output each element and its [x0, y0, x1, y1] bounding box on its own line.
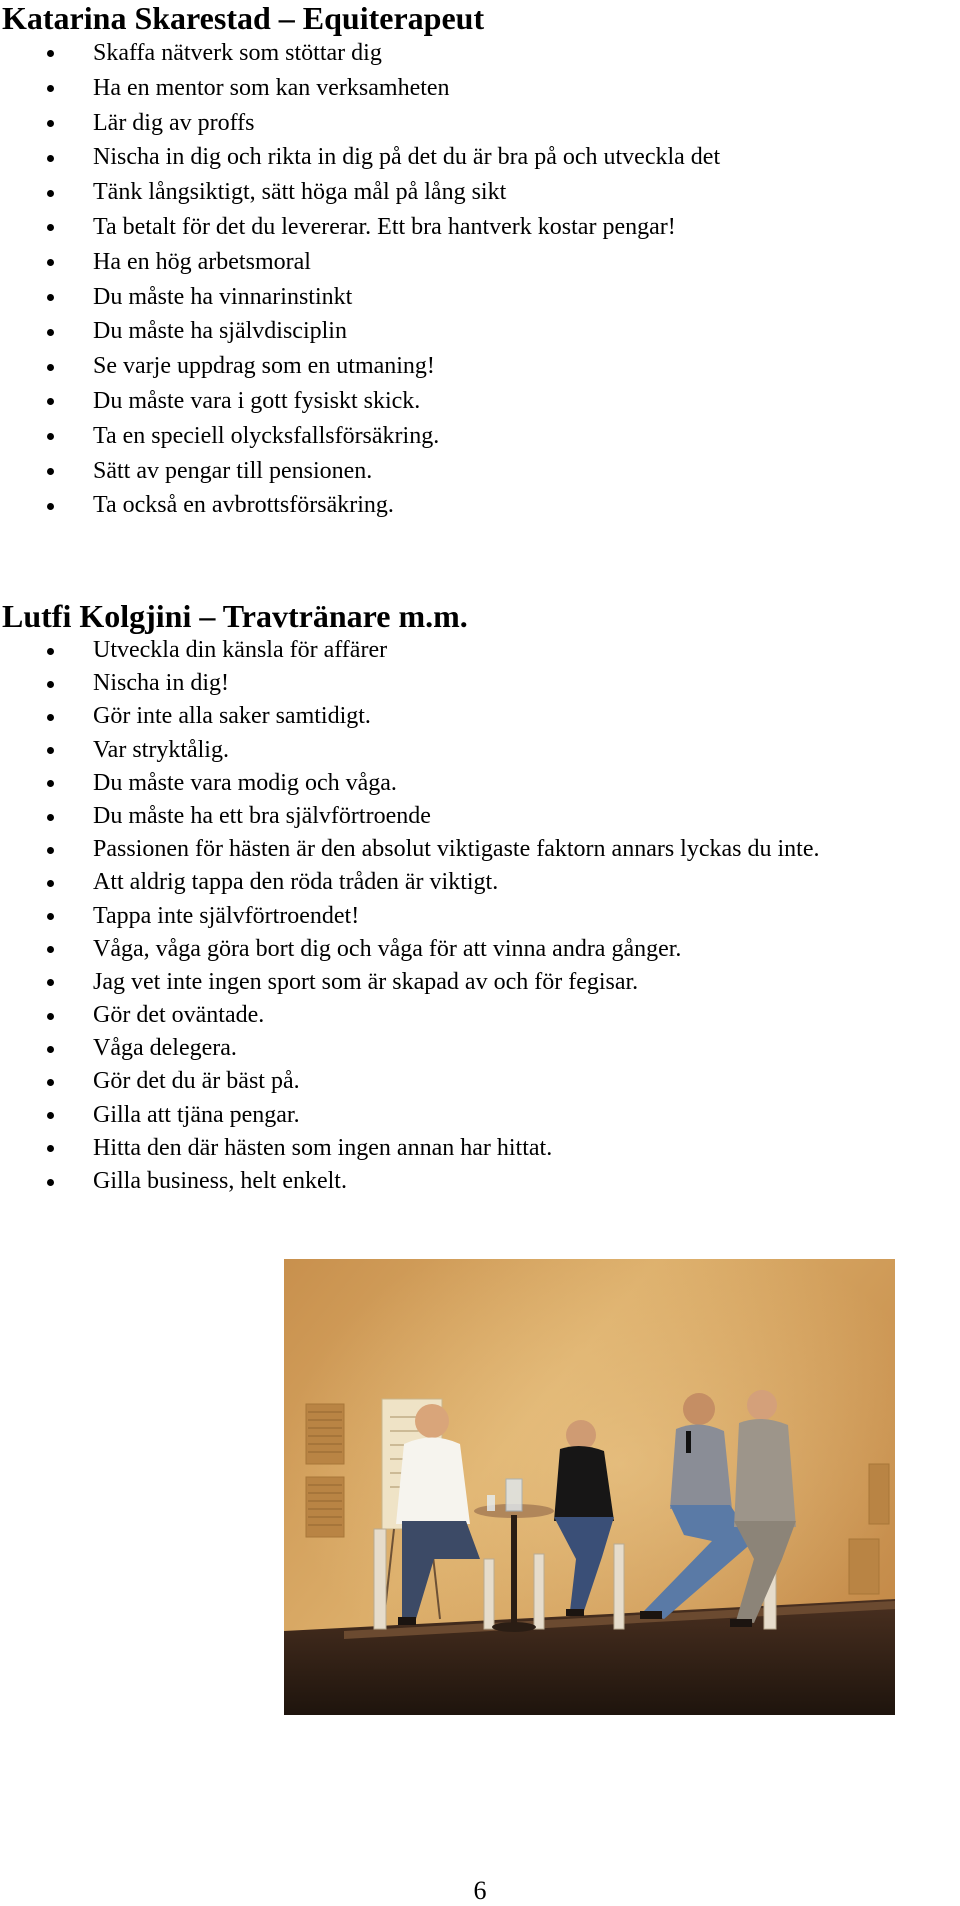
bullet-icon: [47, 398, 54, 405]
list-item-text: Nischa in dig!: [93, 670, 229, 697]
list-item-text: Skaffa nätverk som stöttar dig: [93, 40, 382, 66]
list-item: [0, 454, 960, 489]
list-item-text: Ha en hög arbetsmoral: [93, 248, 311, 275]
bullet-icon: [47, 1013, 54, 1020]
section-lutfi-kolgjini: [0, 598, 960, 1198]
section-heading: Lutfi Kolgjini – Travtränare m.m.: [2, 598, 468, 634]
list-item: [0, 488, 960, 523]
list-item: [0, 1032, 960, 1065]
list-item-text: Att aldrig tappa den röda tråden är viktigt.: [93, 869, 499, 896]
panel-discussion-photo: [284, 1259, 895, 1715]
advice-list: [0, 36, 960, 523]
bullet-icon: [47, 681, 54, 688]
list-item: [0, 245, 960, 280]
list-item-text: Var stryktålig.: [93, 736, 229, 763]
list-item: [0, 966, 960, 999]
bullet-icon: [47, 1079, 54, 1086]
list-item-text: Ta betalt för det du levererar. Ett bra hantverk kostar pengar!: [93, 213, 676, 240]
list-item: [0, 36, 960, 71]
list-item-text: Se varje uppdrag som en utmaning!: [93, 353, 435, 380]
list-item-text: Du måste vara modig och våga.: [93, 769, 397, 796]
bullet-icon: [47, 714, 54, 721]
list-item-text: Jag vet inte ingen sport som är skapad av och för fegisar.: [93, 968, 639, 995]
list-item-text: Utveckla din känsla för affärer: [93, 637, 388, 663]
bullet-icon: [47, 747, 54, 754]
bullet-icon: [47, 120, 54, 127]
list-item-text: Sätt av pengar till pensionen.: [93, 457, 373, 484]
section-katarina-skarestad: [0, 0, 960, 523]
list-item: [0, 175, 960, 210]
page-number: 6: [473, 1876, 487, 1905]
bullet-icon: [47, 329, 54, 336]
bullet-icon: [47, 780, 54, 787]
bullet-icon: [47, 979, 54, 986]
list-item-text: Ta en speciell olycksfallsförsäkring.: [93, 422, 440, 449]
list-item: [0, 933, 960, 966]
list-item: [0, 900, 960, 933]
bullet-icon: [47, 1145, 54, 1152]
list-item-text: Nischa in dig och rikta in dig på det du är bra på och utveckla det: [93, 144, 721, 171]
section-heading: Katarina Skarestad – Equiterapeut: [2, 0, 485, 36]
list-item: [0, 314, 960, 349]
bullet-icon: [47, 847, 54, 854]
list-item-text: Gilla att tjäna pengar.: [93, 1101, 300, 1128]
list-item: [0, 140, 960, 175]
bullet-icon: [47, 433, 54, 440]
advice-list: [0, 634, 960, 1198]
list-item: [0, 280, 960, 315]
bullet-icon: [47, 1046, 54, 1053]
list-item-text: Lär dig av proffs: [93, 109, 255, 136]
list-item: [0, 349, 960, 384]
list-item: [0, 634, 960, 667]
bullet-icon: [47, 503, 54, 510]
bullet-icon: [47, 814, 54, 821]
list-item: [0, 767, 960, 800]
list-item-text: Du måste ha vinnarinstinkt: [93, 283, 353, 310]
list-item-text: Gör det du är bäst på.: [93, 1068, 300, 1095]
list-item-text: Tänk långsiktigt, sätt höga mål på lång sikt: [93, 179, 507, 206]
list-item: [0, 999, 960, 1032]
bullet-icon: [47, 364, 54, 371]
bullet-icon: [47, 468, 54, 475]
bullet-icon: [47, 913, 54, 920]
bullet-icon: [47, 946, 54, 953]
list-item: [0, 210, 960, 245]
list-item: [0, 1165, 960, 1198]
bullet-icon: [47, 224, 54, 231]
bullet-icon: [47, 155, 54, 162]
list-item: [0, 1065, 960, 1098]
bullet-icon: [47, 1112, 54, 1119]
list-item-text: Du måste ha ett bra självförtroende: [93, 802, 431, 829]
list-item-text: Du måste vara i gott fysiskt skick.: [93, 387, 421, 414]
list-item: [0, 1132, 960, 1165]
bullet-icon: [47, 294, 54, 301]
bullet-icon: [47, 880, 54, 887]
list-item-text: Våga, våga göra bort dig och våga för att vinna andra gånger.: [93, 935, 682, 962]
list-item: [0, 734, 960, 767]
list-item: [0, 833, 960, 866]
list-item-text: Gilla business, helt enkelt.: [93, 1168, 347, 1194]
list-item: [0, 667, 960, 700]
bullet-icon: [47, 259, 54, 266]
list-item: [0, 106, 960, 141]
list-item: [0, 419, 960, 454]
list-item-text: Hitta den där hästen som ingen annan har hittat.: [93, 1134, 553, 1161]
list-item-text: Tappa inte självförtroendet!: [93, 902, 360, 929]
list-item: [0, 1099, 960, 1132]
list-item-text: Passionen för hästen är den absolut viktigaste faktorn annars lyckas du inte.: [93, 836, 820, 863]
list-item-text: Gör inte alla saker samtidigt.: [93, 703, 371, 730]
list-item: [0, 700, 960, 733]
bullet-icon: [47, 1179, 54, 1186]
list-item-text: Ha en mentor som kan verksamheten: [93, 74, 450, 101]
list-item-text: Våga delegera.: [93, 1035, 237, 1062]
list-item-text: Ta också en avbrottsförsäkring.: [93, 492, 394, 519]
list-item: [0, 866, 960, 899]
list-item-text: Gör det oväntade.: [93, 1002, 265, 1029]
list-item-text: Du måste ha självdisciplin: [93, 318, 347, 345]
list-item: [0, 800, 960, 833]
list-item: [0, 384, 960, 419]
bullet-icon: [47, 648, 54, 655]
list-item: [0, 71, 960, 106]
bullet-icon: [47, 50, 54, 57]
bullet-icon: [47, 190, 54, 197]
bullet-icon: [47, 85, 54, 92]
